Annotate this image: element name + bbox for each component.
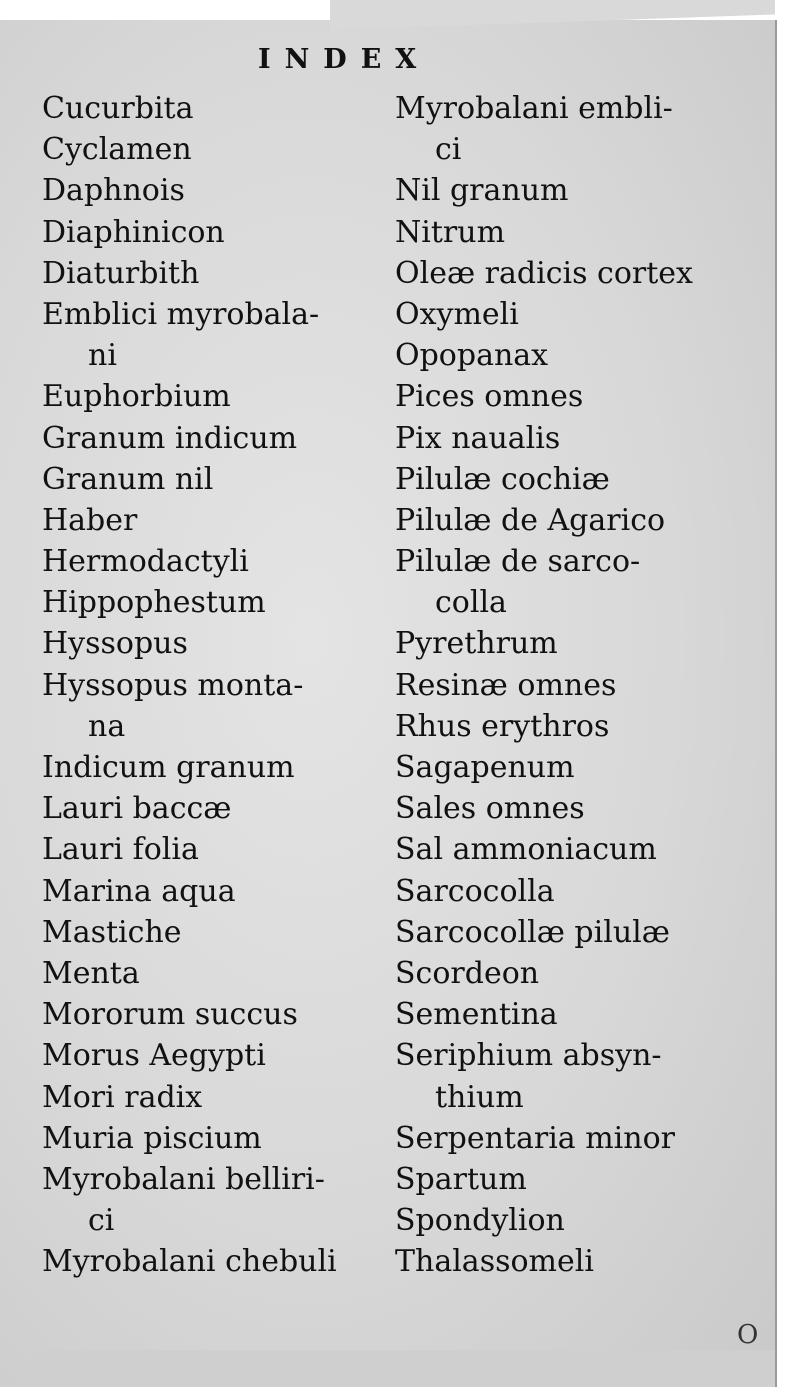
index-entry: Pyrethrum	[395, 626, 558, 662]
index-entry: Hermodactyli	[42, 544, 249, 580]
index-entry: Nil granum	[395, 173, 569, 209]
index-entry: Sagapenum	[395, 750, 575, 785]
index-entry-continuation: na	[88, 708, 126, 744]
index-entry: Rhus erythros	[395, 708, 610, 744]
index-entry: Opopanax	[395, 338, 549, 374]
index-entry: Sarcocollæ pilulæ	[395, 914, 670, 950]
paper-bottom-shadow	[30, 1350, 775, 1387]
index-entry: Mori radix	[42, 1079, 203, 1115]
index-entry: Oleæ radicis cortex	[395, 255, 693, 291]
index-entry: Serpentaria minor	[395, 1120, 675, 1156]
index-entry: Myrobalani embli-	[395, 91, 673, 126]
index-entry: Cyclamen	[42, 132, 192, 168]
index-entry: Nitrum	[395, 214, 506, 250]
index-entry: Emblici myrobala-	[42, 296, 320, 332]
index-column-left	[42, 88, 382, 1282]
index-entry: Hyssopus	[42, 626, 188, 662]
index-entry: Pices omnes	[395, 379, 584, 415]
index-entry: Granum indicum	[42, 420, 298, 456]
index-entry: Myrobalani belliri-	[42, 1161, 325, 1197]
index-entry: Marina aqua	[42, 873, 236, 909]
index-entry-continuation: ni	[88, 338, 117, 374]
index-entry: Pilulæ cochiæ	[395, 461, 610, 497]
index-entry: Thalassomeli	[395, 1244, 594, 1280]
index-entry: Hyssopus monta-	[42, 667, 304, 703]
index-entry: Mastiche	[42, 914, 182, 950]
index-entry: Lauri baccæ	[42, 791, 232, 827]
index-entry: Resinæ omnes	[395, 667, 617, 703]
index-entry: Daphnois	[42, 173, 185, 209]
index-entry: Morus Aegypti	[42, 1038, 266, 1074]
index-entry: Menta	[42, 955, 140, 991]
index-entry-continuation: thium	[435, 1079, 524, 1115]
index-entry: Sarcocolla	[395, 873, 555, 909]
index-entry: Cucurbita	[42, 91, 194, 126]
index-entry: Muria piscium	[42, 1120, 262, 1156]
index-entry: Oxymeli	[395, 296, 519, 332]
index-entry: Hippophestum	[42, 585, 266, 621]
index-entry: Lauri folia	[42, 832, 199, 868]
index-entry-continuation: ci	[88, 1203, 115, 1239]
index-entry: Granum nil	[42, 461, 214, 497]
index-entry-continuation: colla	[435, 585, 507, 621]
index-entry: Sal ammoniacum	[395, 832, 657, 868]
index-entry: Mororum succus	[42, 997, 298, 1033]
index-entry: Sementina	[395, 997, 558, 1033]
index-entry: Diaturbith	[42, 255, 200, 291]
index-column-right	[395, 88, 725, 1282]
page-heading: INDEX	[258, 44, 431, 75]
index-entry: Scordeon	[395, 955, 540, 991]
index-entry: Euphorbium	[42, 379, 231, 415]
index-entry: Pilulæ de sarco-	[395, 544, 641, 580]
index-entry: Spondylion	[395, 1203, 565, 1239]
index-entry: Pilulæ de Agarico	[395, 502, 666, 538]
index-entry: Myrobalani chebuli	[42, 1244, 337, 1280]
index-entry: Spartum	[395, 1161, 527, 1197]
index-entry: Pix naualis	[395, 420, 561, 456]
index-entry: Seriphium absyn-	[395, 1038, 662, 1074]
page-mark: O	[737, 1320, 759, 1350]
index-entry: Indicum granum	[42, 750, 295, 785]
index-entry: Sales omnes	[395, 791, 585, 827]
index-entry: Haber	[42, 502, 138, 538]
index-entry-continuation: ci	[435, 132, 462, 168]
index-entry: Diaphinicon	[42, 214, 225, 250]
